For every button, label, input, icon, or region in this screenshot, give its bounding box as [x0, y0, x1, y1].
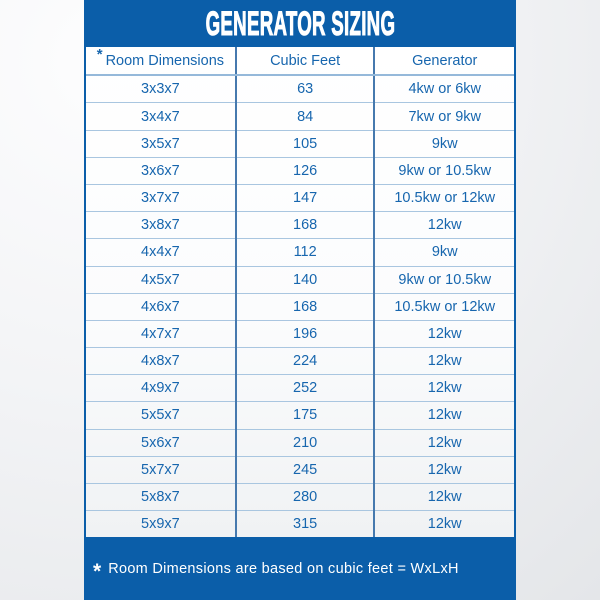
table-row	[86, 157, 514, 184]
table-body	[86, 75, 514, 537]
table-row	[86, 429, 514, 456]
cell-room-dimensions: 5x9x7	[86, 511, 236, 537]
cell-cubic-feet: 168	[236, 293, 375, 320]
cell-room-dimensions: 5x7x7	[86, 456, 236, 483]
table-row	[86, 75, 514, 103]
cell-room-dimensions: 3x3x7	[86, 75, 236, 103]
cell-generator: 9kw or 10.5kw	[374, 157, 514, 184]
cell-room-dimensions: 3x7x7	[86, 184, 236, 211]
cell-cubic-feet: 140	[236, 266, 375, 293]
sizing-table	[86, 47, 514, 537]
title-band	[84, 0, 516, 47]
cell-cubic-feet: 112	[236, 239, 375, 266]
cell-generator: 7kw or 9kw	[374, 103, 514, 130]
table-row	[86, 266, 514, 293]
footnote-marker-icon: *	[96, 45, 103, 63]
generator-sizing-panel	[84, 0, 516, 600]
col-header-cubic-feet	[236, 47, 375, 75]
cell-generator: 9kw	[374, 130, 514, 157]
cell-cubic-feet: 280	[236, 483, 375, 510]
cell-cubic-feet: 84	[236, 103, 375, 130]
cell-room-dimensions: 5x8x7	[86, 483, 236, 510]
table-row	[86, 103, 514, 130]
cell-room-dimensions: 5x6x7	[86, 429, 236, 456]
cell-cubic-feet: 315	[236, 511, 375, 537]
cell-room-dimensions: 3x8x7	[86, 212, 236, 239]
table-row	[86, 483, 514, 510]
footnote-band: * Room Dimensions are based on cubic feet = WxLxH	[93, 559, 459, 583]
footnote-text: Room Dimensions are based on cubic feet = WxLxH	[108, 560, 459, 577]
table-row	[86, 511, 514, 537]
table-row	[86, 212, 514, 239]
cell-cubic-feet: 210	[236, 429, 375, 456]
table-row	[86, 375, 514, 402]
cell-room-dimensions: 4x7x7	[86, 320, 236, 347]
cell-room-dimensions: 3x5x7	[86, 130, 236, 157]
cell-cubic-feet: 168	[236, 212, 375, 239]
table-row	[86, 239, 514, 266]
col-header-generator	[374, 47, 514, 75]
cell-cubic-feet: 224	[236, 348, 375, 375]
cell-generator: 10.5kw or 12kw	[374, 184, 514, 211]
cell-room-dimensions: 4x9x7	[86, 375, 236, 402]
cell-cubic-feet: 63	[236, 75, 375, 103]
cell-room-dimensions: 3x6x7	[86, 157, 236, 184]
cell-room-dimensions: 4x5x7	[86, 266, 236, 293]
table-row	[86, 402, 514, 429]
cell-cubic-feet: 252	[236, 375, 375, 402]
table-row	[86, 348, 514, 375]
cell-cubic-feet: 245	[236, 456, 375, 483]
cell-room-dimensions: 4x4x7	[86, 239, 236, 266]
cell-room-dimensions: 4x8x7	[86, 348, 236, 375]
col-header-generator-label: Generator	[412, 52, 478, 69]
col-header-cubic-feet-label: Cubic Feet	[270, 52, 341, 69]
cell-cubic-feet: 105	[236, 130, 375, 157]
cell-generator: 12kw	[374, 320, 514, 347]
cell-cubic-feet: 147	[236, 184, 375, 211]
cell-generator: 12kw	[374, 483, 514, 510]
table-row	[86, 184, 514, 211]
cell-generator: 10.5kw or 12kw	[374, 293, 514, 320]
table-row	[86, 456, 514, 483]
cell-generator: 12kw	[374, 212, 514, 239]
col-header-room-dimensions	[86, 47, 236, 75]
cell-generator: 9kw or 10.5kw	[374, 266, 514, 293]
cell-generator: 12kw	[374, 402, 514, 429]
header-row	[86, 47, 514, 75]
cell-generator: 12kw	[427, 516, 462, 533]
cell-generator: 12kw	[374, 375, 514, 402]
cell-generator: 12kw	[374, 456, 514, 483]
cell-room-dimensions: 5x5x7	[86, 402, 236, 429]
table-row	[86, 320, 514, 347]
cell-generator: 12kw	[374, 429, 514, 456]
cell-cubic-feet: 126	[236, 157, 375, 184]
page-title: GENERATOR SIZING	[205, 4, 395, 43]
cell-generator: 9kw	[374, 239, 514, 266]
sizing-table-wrap	[86, 47, 514, 537]
cell-generator: 4kw or 6kw	[374, 75, 514, 103]
col-header-room-dimensions-label: Room Dimensions	[105, 52, 225, 69]
table-row	[86, 130, 514, 157]
table-row	[86, 293, 514, 320]
cell-room-dimensions: 3x4x7	[86, 103, 236, 130]
cell-cubic-feet: 175	[236, 402, 375, 429]
cell-generator: 12kw	[374, 348, 514, 375]
cell-room-dimensions: 4x6x7	[86, 293, 236, 320]
cell-cubic-feet: 196	[236, 320, 375, 347]
